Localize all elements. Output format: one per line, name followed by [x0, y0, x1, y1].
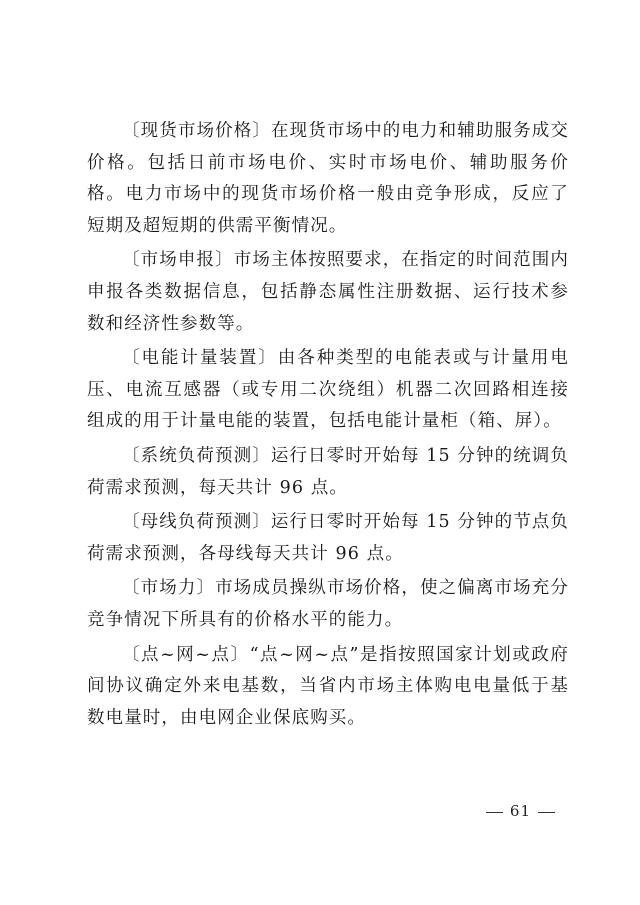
glossary-definition: 运行日零时开始每 15 分钟的统调负荷需求预测，每天共计 96 点。: [87, 445, 570, 498]
glossary-definition: 运行日零时开始每 15 分钟的节点负荷需求预测，各母线每天共计 96 点。: [87, 512, 570, 564]
glossary-entry-point-grid-point: [87, 640, 569, 735]
glossary-definition: 由各种类型的电能表或与计量用电压、电流互感器（或专用二次绕组）机器二次回路相连接组成的用于计量电能的装置，包括电能计量柜（箱、屏）。: [87, 348, 569, 432]
glossary-term: 〔市场申报〕: [122, 250, 234, 271]
glossary-definition: 在现货市场中的电力和辅助服务成交价格。包括日前市场电价、实时市场电价、辅助服务价格。电力市场中的现货市场价格一般由竞争形成，反应了短期及超短期的供需平衡情况。: [87, 121, 569, 236]
page-number: [479, 802, 562, 820]
glossary-term: 〔市场力〕: [122, 578, 216, 599]
glossary-entry-metering-device: [87, 343, 569, 438]
glossary-term: 〔点~网~点〕: [122, 644, 250, 665]
glossary-entry-bus-load-forecast: [87, 507, 569, 570]
glossary-term: 〔电能计量装置〕: [122, 348, 278, 369]
glossary-entry-market-power: [87, 573, 569, 636]
glossary-definition: 市场主体按照要求，在指定的时间范围内申报各类数据信息，包括静态属性注册数据、运行技术参数和经济性参数等。: [87, 250, 569, 334]
glossary-definition: “点~网~点”是指按照国家计划或政府间协议确定外来电基数，当省内市场主体购电电量低于基数电量时，由电网企业保底购买。: [87, 644, 569, 728]
page-number-dash-left: [486, 812, 503, 813]
glossary-term: 〔系统负荷预测〕: [122, 445, 271, 466]
glossary-definition: 市场成员操纵市场价格，使之偏离市场充分竞争情况下所具有的价格水平的能力。: [87, 578, 570, 630]
page-number-dash-right: [538, 812, 555, 813]
page-number-value: 61: [509, 802, 531, 820]
glossary-entry-spot-market-price: [87, 116, 569, 242]
glossary-term: 〔现货市场价格〕: [122, 121, 272, 141]
glossary-entry-market-bidding: [87, 245, 569, 340]
glossary-content: [87, 116, 569, 737]
glossary-entry-system-load-forecast: [87, 441, 569, 504]
glossary-term: 〔母线负荷预测〕: [122, 512, 271, 533]
